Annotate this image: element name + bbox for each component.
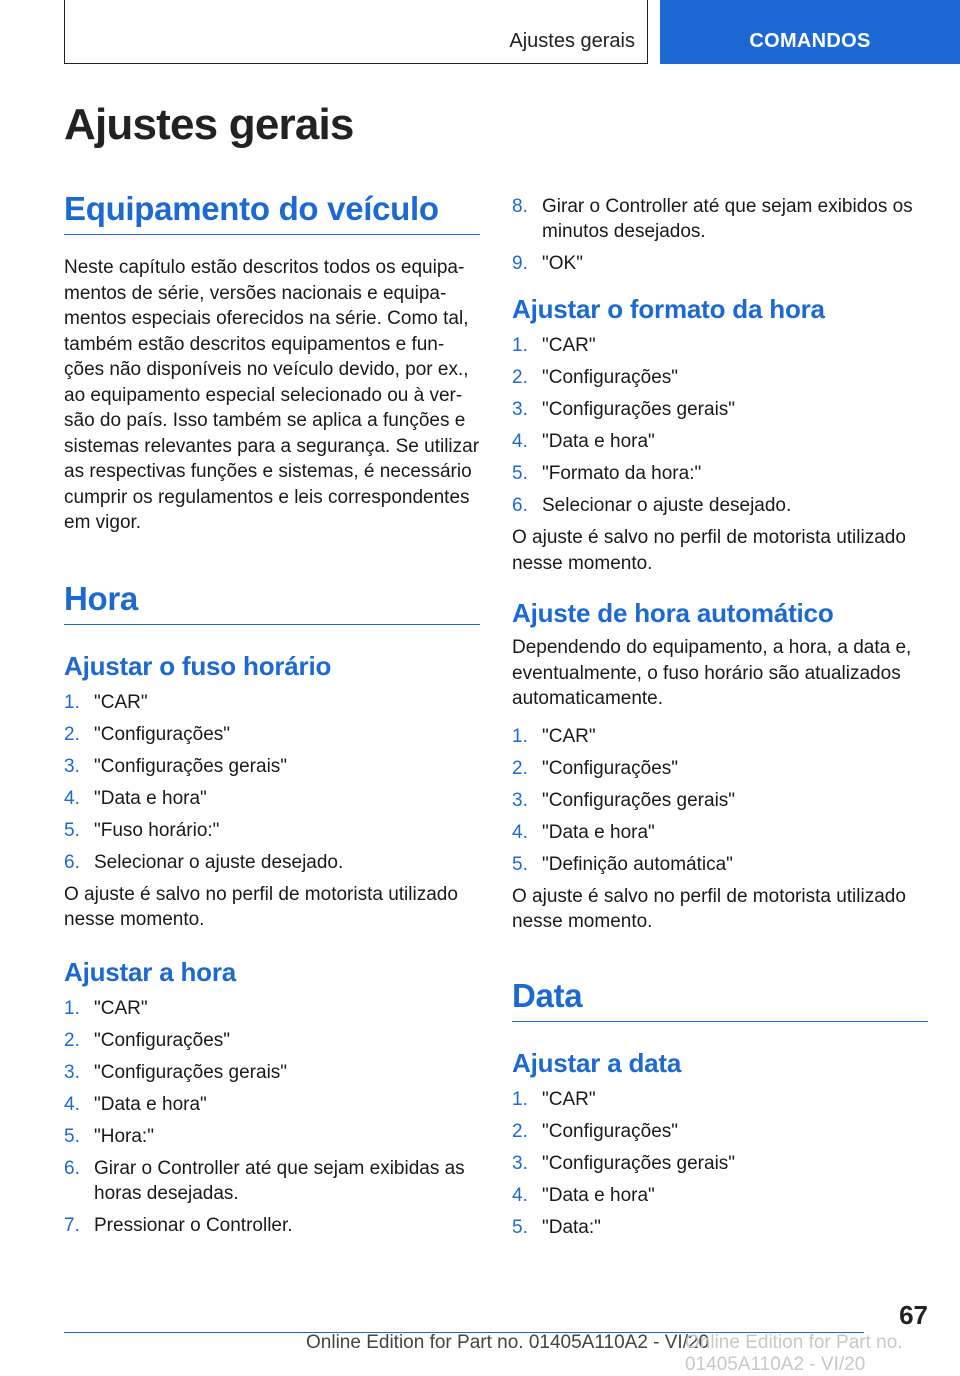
step-item	[64, 786, 480, 811]
ajustar-data-heading: Ajustar a data	[512, 1047, 682, 1078]
step-text: "Configurações gerais"	[542, 399, 736, 420]
step-item	[64, 1156, 480, 1206]
step-item	[512, 724, 928, 749]
step-number: 4.	[64, 787, 80, 809]
step-number: 6.	[512, 495, 528, 516]
header-section-title: Ajustes gerais	[509, 30, 635, 52]
step-number: 9.	[512, 253, 528, 274]
step-number: 1.	[64, 997, 80, 1019]
step-number: 3.	[512, 399, 528, 420]
formato-heading: Ajustar o formato da hora	[512, 294, 825, 324]
step-number: 5.	[512, 853, 528, 875]
step-text: "Data e hora"	[94, 787, 207, 809]
step-number: 2.	[512, 757, 528, 779]
step-text: "Data e hora"	[542, 821, 655, 843]
step-text: Girar o Controller até que sejam exibidos os minutos desejados.	[542, 196, 913, 242]
formato-steps	[512, 333, 928, 518]
step-item	[512, 397, 928, 422]
step-item	[512, 365, 928, 390]
step-number: 4.	[512, 821, 528, 843]
step-item	[64, 996, 480, 1021]
step-item	[512, 251, 928, 276]
header-tab-label: COMANDOS	[749, 30, 871, 52]
step-number: 6.	[64, 1157, 80, 1179]
step-text: "Data e hora"	[542, 1184, 655, 1206]
right-column	[512, 190, 928, 1247]
step-text: "Configurações gerais"	[94, 1061, 288, 1083]
step-text: "Hora:"	[94, 1125, 154, 1147]
footer-edition: Online Edition for Part no. 01405A110A2 - VI/20	[306, 1332, 710, 1353]
step-item	[512, 461, 928, 486]
fuso-note: O ajuste é salvo no perfil de motorista utilizado nesse momento.	[64, 883, 458, 930]
step-item	[512, 852, 928, 877]
step-item	[64, 690, 480, 715]
step-number: 5.	[64, 819, 80, 841]
step-number: 4.	[512, 1184, 528, 1206]
automatico-heading: Ajuste de hora automático	[512, 598, 834, 628]
automatico-steps	[512, 724, 928, 877]
step-item	[64, 1060, 480, 1085]
step-number: 4.	[512, 431, 528, 452]
step-number: 1.	[512, 1088, 528, 1110]
equipamento-text: Neste capítulo estão descritos todos os equipa-mentos de série, versões nacionais e equipa-mentos especiais oferecidos na série. Como tal, também estão descritos equipamentos e fun-ções não disponíveis no veículo devido, por ex., ao equipamento especial selecionado ou à ver-são do país. Isso também se aplica a funções e sistemas relevantes para a segurança. Se utilizar as respectivas funções e sistemas, é necessário cumprir os regulamentos e leis correspondentes em vigor.	[64, 257, 480, 533]
fuso-heading: Ajustar o fuso horário	[64, 650, 332, 681]
step-text: "Configurações"	[542, 757, 679, 779]
step-item	[64, 1028, 480, 1053]
step-number: 5.	[512, 463, 528, 484]
step-item	[512, 1119, 928, 1144]
step-text: "Data e hora"	[94, 1093, 207, 1115]
step-text: "CAR"	[542, 1088, 596, 1110]
step-text: "Configurações gerais"	[542, 1152, 736, 1174]
step-number: 1.	[64, 691, 80, 713]
step-text: "OK"	[542, 253, 583, 274]
data-heading: Data	[512, 977, 928, 1022]
step-number: 3.	[64, 755, 80, 777]
step-item	[512, 493, 928, 518]
step-item	[512, 429, 928, 454]
step-number: 2.	[64, 1029, 80, 1051]
step-number: 3.	[512, 1152, 528, 1174]
step-number: 2.	[64, 723, 80, 745]
step-item	[512, 788, 928, 813]
step-number: 6.	[64, 851, 80, 873]
step-number: 2.	[512, 1120, 528, 1142]
equipamento-heading: Equipamento do veículo	[64, 190, 480, 235]
step-number: 5.	[512, 1216, 528, 1238]
step-text: Girar o Controller até que sejam exibidas as horas desejadas.	[94, 1157, 465, 1204]
step-item	[512, 820, 928, 845]
step-item	[64, 818, 480, 843]
watermark: Online Edition for Part no. 01405A110A2 - VI/20	[685, 1332, 903, 1375]
step-item	[64, 722, 480, 747]
left-column	[64, 190, 480, 1245]
step-item	[512, 333, 928, 358]
step-text: "CAR"	[542, 725, 596, 747]
page-number: 67	[899, 1300, 928, 1330]
step-text: "CAR"	[542, 335, 596, 356]
step-text: "CAR"	[94, 997, 148, 1019]
step-item	[64, 1124, 480, 1149]
fuso-steps	[64, 690, 480, 875]
step-text: "Configurações gerais"	[94, 755, 288, 777]
automatico-intro: Dependendo do equipamento, a hora, a data e, eventualmente, o fuso horário são atualizados automaticamente.	[512, 637, 912, 709]
ajustar-hora-steps-cont	[512, 194, 928, 276]
step-item	[512, 1151, 928, 1176]
step-text: "CAR"	[94, 691, 148, 713]
step-number: 5.	[64, 1125, 80, 1147]
step-number: 4.	[64, 1093, 80, 1115]
step-text: "Configurações"	[542, 367, 679, 388]
step-text: Selecionar o ajuste desejado.	[542, 495, 792, 516]
step-text: "Fuso horário:"	[94, 819, 220, 841]
page-title: Ajustes gerais	[64, 100, 354, 149]
header-tab-comandos[interactable]	[660, 0, 960, 64]
header-box	[64, 0, 648, 64]
step-number: 1.	[512, 725, 528, 747]
step-item	[64, 850, 480, 875]
step-item	[512, 756, 928, 781]
step-number: 1.	[512, 335, 528, 356]
step-item	[512, 1183, 928, 1208]
step-text: "Configurações"	[94, 1029, 231, 1051]
step-text: "Configurações gerais"	[542, 789, 736, 811]
step-item	[512, 1087, 928, 1112]
step-item	[64, 754, 480, 779]
step-text: "Data e hora"	[542, 431, 655, 452]
step-number: 7.	[64, 1214, 80, 1236]
ajustar-hora-steps	[64, 996, 480, 1238]
ajustar-hora-heading: Ajustar a hora	[64, 956, 237, 987]
step-text: "Configurações"	[542, 1120, 679, 1142]
step-number: 3.	[512, 789, 528, 811]
step-text: Pressionar o Controller.	[94, 1214, 293, 1236]
step-item	[512, 194, 928, 244]
step-item	[64, 1213, 480, 1238]
automatico-note: O ajuste é salvo no perfil de motorista utilizado nesse momento.	[512, 885, 906, 932]
step-text: "Formato da hora:"	[542, 463, 702, 484]
ajustar-data-steps	[512, 1087, 928, 1240]
hora-heading: Hora	[64, 580, 480, 625]
step-text: "Definição automática"	[542, 853, 733, 875]
step-number: 3.	[64, 1061, 80, 1083]
step-item	[64, 1092, 480, 1117]
step-text: "Configurações"	[94, 723, 231, 745]
step-number: 2.	[512, 367, 528, 388]
step-text: Selecionar o ajuste desejado.	[94, 851, 344, 873]
step-number: 8.	[512, 196, 528, 217]
step-text: "Data:"	[542, 1216, 601, 1238]
formato-note: O ajuste é salvo no perfil de motorista utilizado nesse momento.	[512, 527, 906, 574]
step-item	[512, 1215, 928, 1240]
